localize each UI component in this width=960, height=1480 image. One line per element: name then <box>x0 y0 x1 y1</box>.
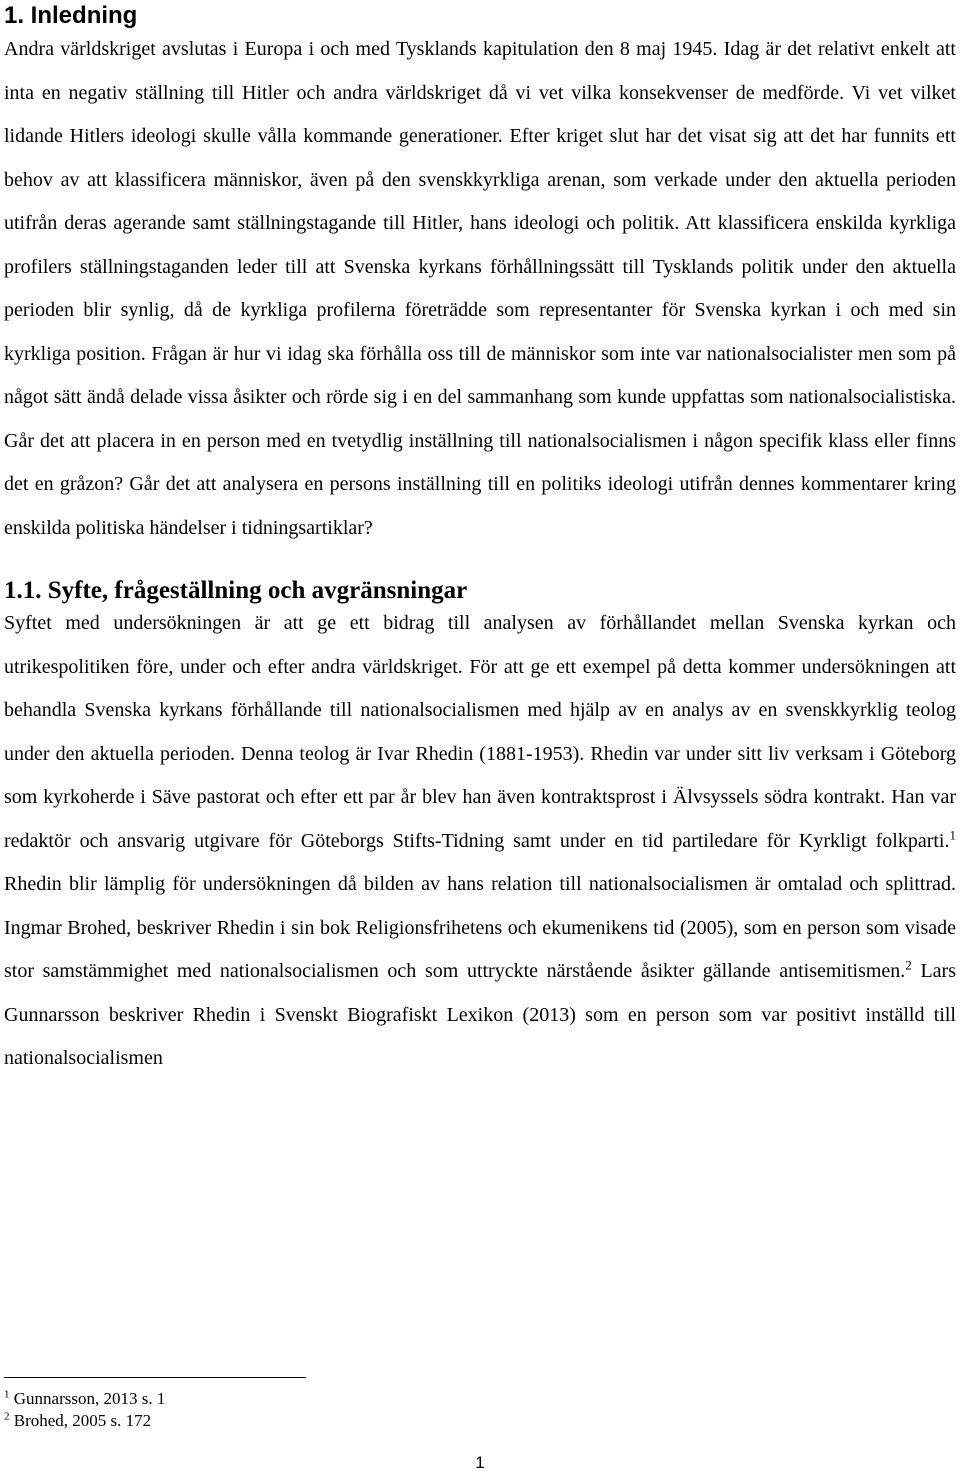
purpose-text-part-3: Lars Gunnarsson beskriver Rhedin i Svenskt Biografiskt Lexikon (2013) som en person som var positivt inställd till nationalsocialismen <box>4 960 956 1069</box>
section-heading: 1. Inledning <box>4 2 138 29</box>
intro-paragraph: Andra världskriget avslutas i Europa i och med Tysklands kapitulation den 8 maj 1945. Idag är det relativt enkelt att inta en negativ ställning till Hitler och andra världskriget då vi vet vilka konsekvenser de medförde. Vi vet vilket lidande Hitlers ideologi skulle vålla kommande generationer. Efter kriget slut har det visat sig att det har funnits ett behov av att klassificera människor, även på den svenskkyrkliga arenan, som verkade under den aktuella perioden utifrån deras agerande samt ställningstagande till Hitler, hans ideologi och politik. Att klassificera enskilda kyrkliga profilers ställningstaganden leder till att Svenska kyrkans förhållningssätt till Tysklands politik under den aktuella perioden blir synlig, då de kyrkliga profilerna företrädde som representanter för Svenska kyrkan i och med sin kyrkliga position. Frågan är hur vi idag ska förhålla oss till de människor som inte var nationalsocialister men som på något sätt ändå delade vissa åsikter och rörde sig i en del sammanhang som kunde uppfattas som nationalsocialistiska. Går det att placera in en person med en tvetydlig inställning till nationalsocialismen i någon specifik klass eller finns det en gråzon? Går det att analysera en persons inställning till en politiks ideologi utifrån dennes kommentarer kring enskilda politiska händelser i tidningsartiklar? <box>4 38 956 539</box>
footnote-text-1: Gunnarsson, 2013 s. 1 <box>9 1389 166 1408</box>
footnote-ref-2[interactable]: 2 <box>905 957 912 973</box>
footnote-number-2: 2 <box>4 1410 10 1423</box>
subsection-heading: 1.1. Syfte, frågeställning och avgränsningar <box>4 577 468 604</box>
footnote-number-1: 1 <box>4 1388 10 1401</box>
purpose-text-part-2: Rhedin blir lämplig för undersökningen då bilden av hans relation till nationalsocialismen är omtalad och splittrad. Ingmar Brohed, beskriver Rhedin i sin bok Religionsfrihetens och ekumenikens tid (2005), som en person som visade stor samstämmighet med nationalsocialismen och som uttryckte närstående åsikter gällande antisemitismen. <box>4 873 956 982</box>
footnote-text-2: Brohed, 2005 s. 172 <box>9 1411 152 1430</box>
footnote-2 <box>4 1410 604 1432</box>
page-number: 1 <box>475 1453 485 1472</box>
footnote-divider <box>4 1377 306 1378</box>
document-page <box>4 0 956 1081</box>
footnotes <box>4 1388 604 1432</box>
purpose-paragraph <box>4 602 956 1081</box>
footnote-ref-1[interactable]: 1 <box>949 826 956 842</box>
purpose-text-part-1: Syftet med undersökningen är att ge ett bidrag till analysen av förhållandet mellan Svenska kyrkan och utrikespolitiken före, under och efter andra världskriget. För att ge ett exempel på detta kommer undersökningen att behandla Svenska kyrkans förhållande till nationalsocialismen med hjälp av en analys av en svenskkyrklig teolog under den aktuella perioden. Denna teolog är Ivar Rhedin (1881-1953). Rhedin var under sitt liv verksam i Göteborg som kyrkoherde i Säve pastorat och efter ett par år blev han även kontraktsprost i Älvsyssels södra kontrakt. Han var redaktör och ansvarig utgivare för Göteborgs Stifts-Tidning samt under en tid partiledare för Kyrkligt folkparti. <box>4 612 956 852</box>
footnote-1 <box>4 1388 604 1410</box>
